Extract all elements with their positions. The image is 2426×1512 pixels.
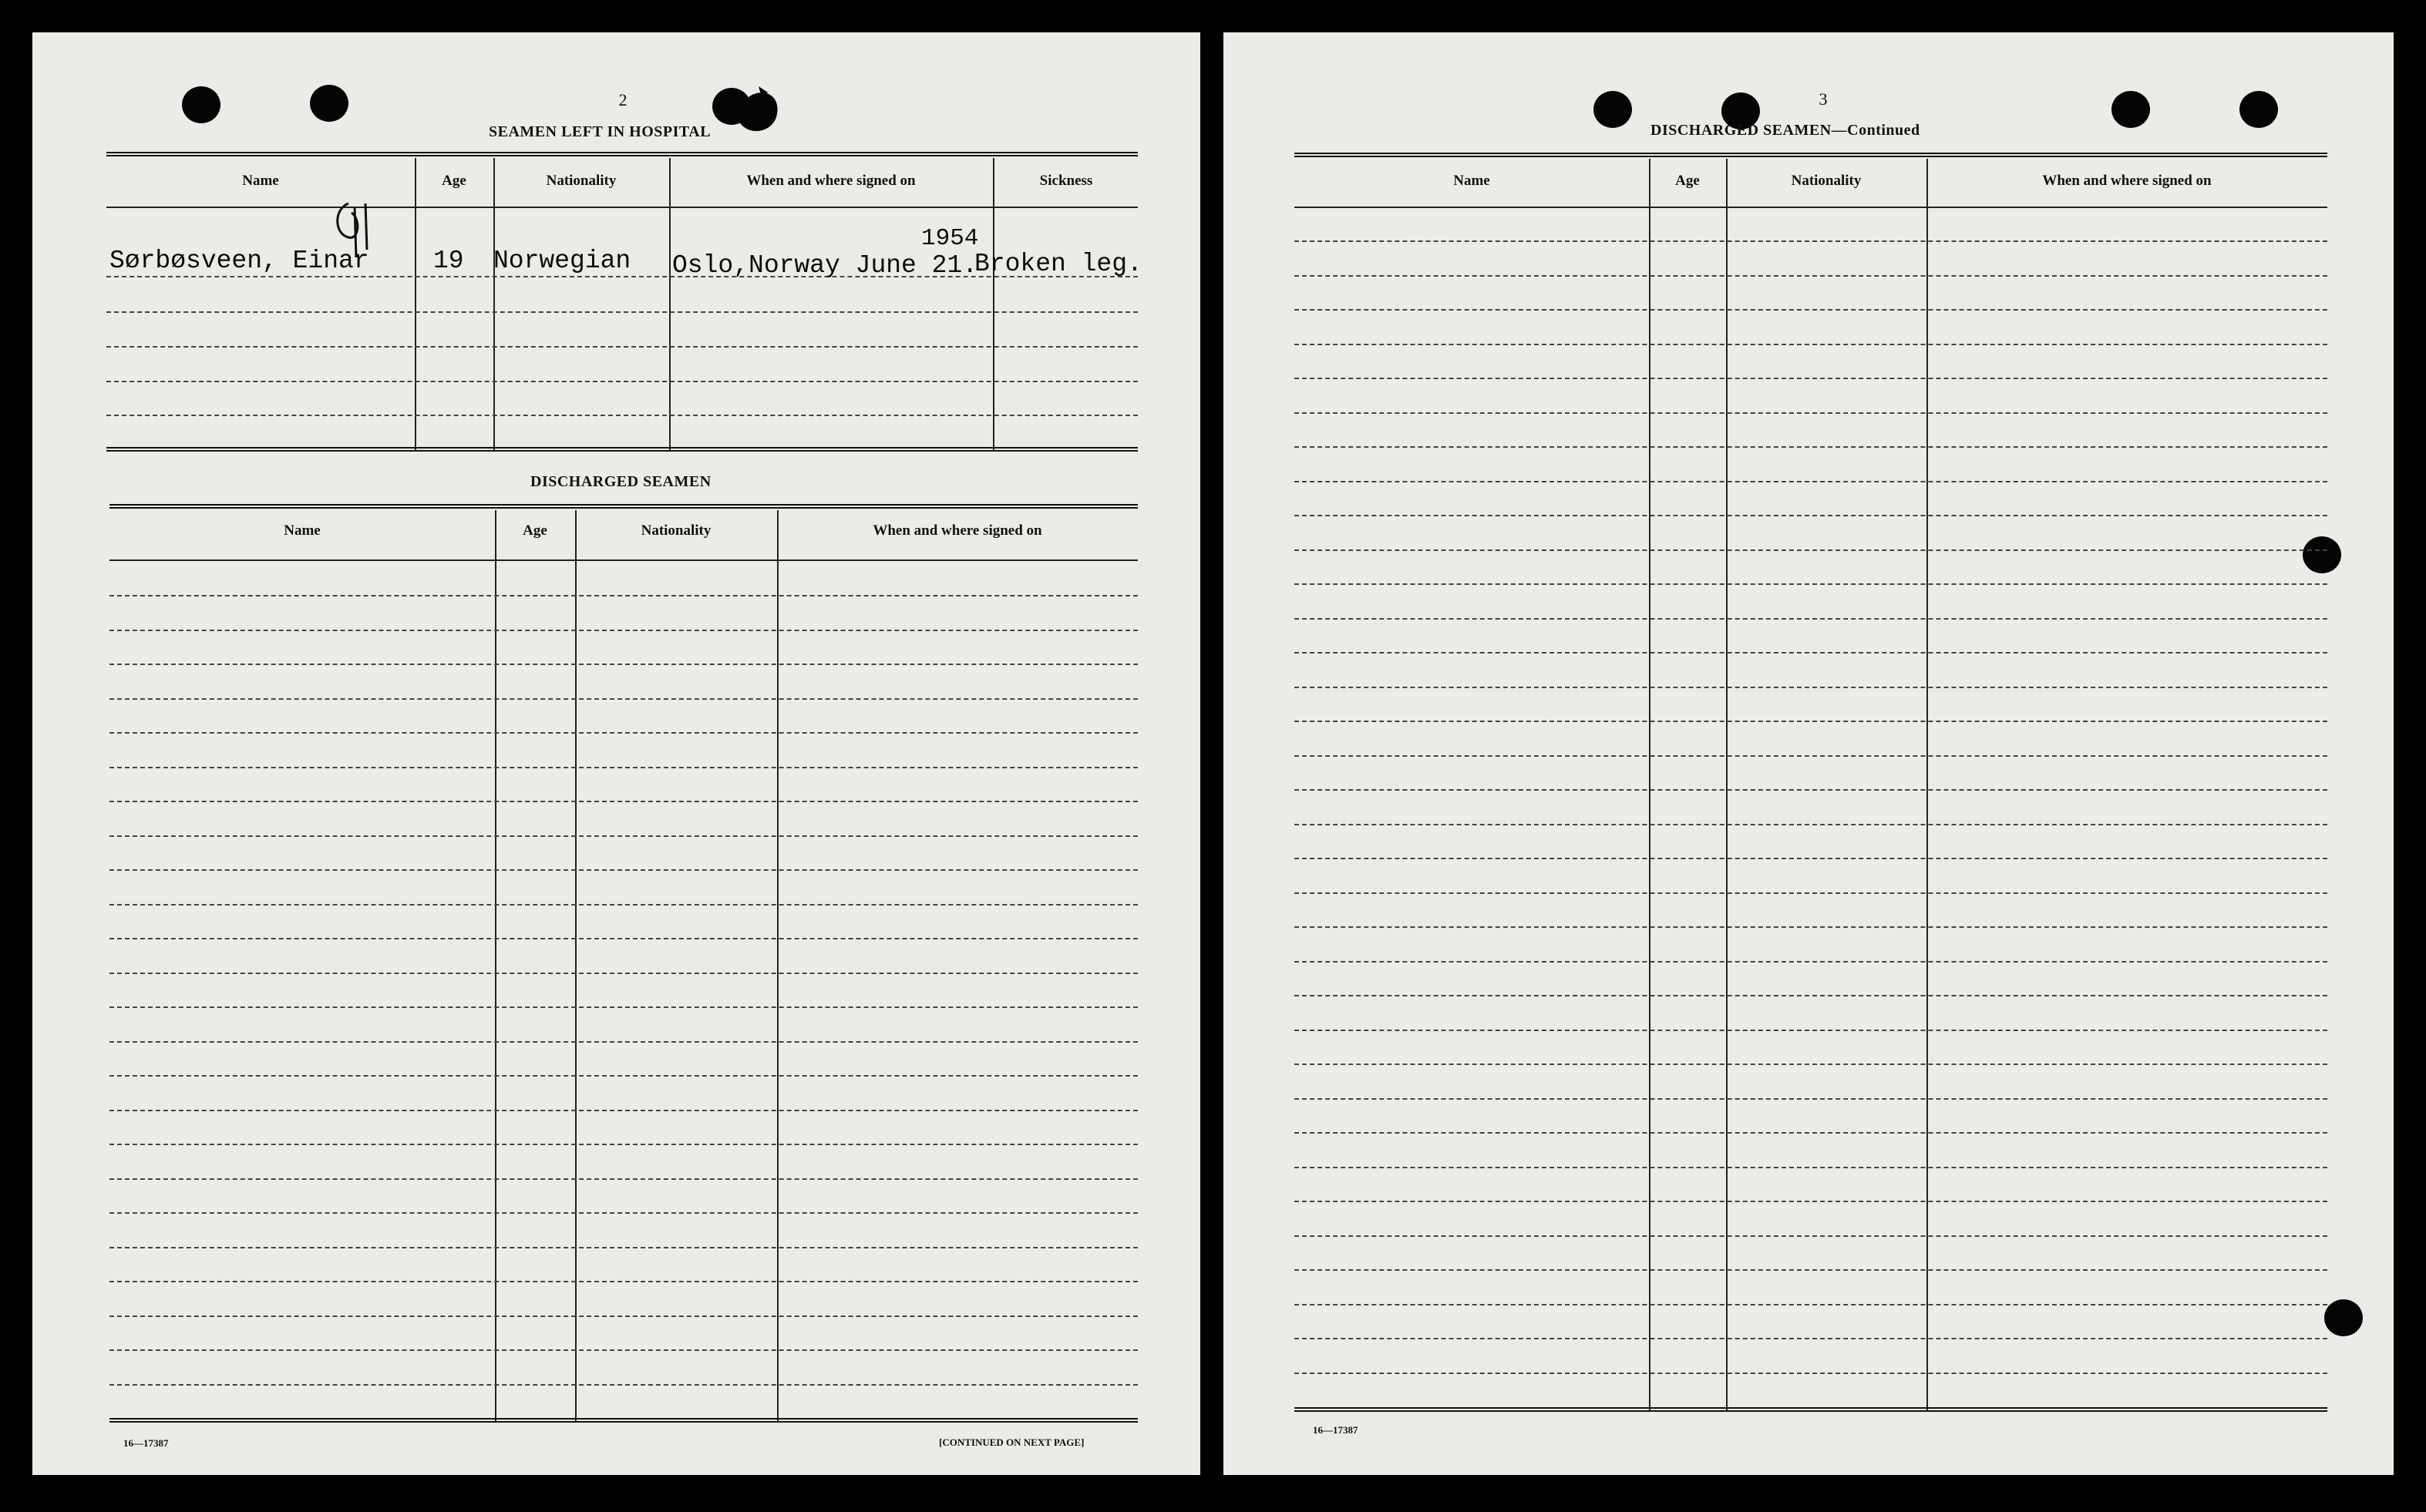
- row-line: [1294, 412, 2327, 414]
- row-line: [1294, 1132, 2327, 1134]
- header-rule: [106, 207, 1138, 208]
- punch-hole: [182, 86, 220, 123]
- row-line: [1294, 1063, 2327, 1065]
- row-line: [1294, 1167, 2327, 1168]
- row-line: [1294, 240, 2327, 242]
- column-divider: [669, 158, 671, 451]
- row-line: [109, 869, 1138, 871]
- row-line: [106, 381, 1138, 382]
- row-line: [109, 1006, 1138, 1008]
- handwritten-mark: [325, 196, 379, 265]
- section-title-discharged-continued: DISCHARGED SEAMEN—Continued: [1650, 122, 1920, 139]
- punch-hole: [1593, 91, 1632, 128]
- col-header-signed-on: When and where signed on: [2042, 173, 2212, 189]
- column-divider: [1649, 159, 1650, 1412]
- column-divider: [777, 510, 779, 1423]
- column-divider: [415, 158, 416, 451]
- row-line: [109, 1315, 1138, 1317]
- row-line: [109, 1110, 1138, 1111]
- row-line: [109, 1281, 1138, 1282]
- row-line: [109, 1247, 1138, 1248]
- row-line: [1294, 309, 2327, 311]
- row-line: [1294, 378, 2327, 379]
- column-divider: [493, 158, 495, 451]
- seaman-signed-on: Oslo,Norway June 21.: [672, 251, 978, 280]
- right-page: [1223, 32, 2394, 1475]
- seaman-sickness: Broken leg.: [974, 250, 1142, 278]
- row-line: [1294, 515, 2327, 516]
- row-line: [109, 938, 1138, 939]
- section-title-hospital: SEAMEN LEFT IN HOSPITAL: [489, 123, 712, 140]
- section-title-discharged: DISCHARGED SEAMEN: [530, 473, 712, 490]
- col-header-name: Name: [1453, 173, 1490, 189]
- row-line: [1294, 926, 2327, 928]
- column-divider: [1926, 159, 1928, 1412]
- column-divider: [495, 510, 496, 1423]
- row-line: [109, 630, 1138, 631]
- col-header-name: Name: [284, 522, 321, 539]
- row-line: [1294, 995, 2327, 996]
- row-line: [106, 346, 1138, 348]
- row-line: [1294, 1098, 2327, 1100]
- row-line: [1294, 344, 2327, 345]
- row-line: [109, 698, 1138, 700]
- punch-hole: [2324, 1299, 2363, 1336]
- row-line: [1294, 892, 2327, 894]
- col-header-nationality: Nationality: [641, 522, 712, 539]
- row-line: [1294, 824, 2327, 825]
- header-rule: [1294, 207, 2327, 208]
- row-line: [109, 1075, 1138, 1077]
- row-line: [109, 767, 1138, 768]
- row-line: [106, 415, 1138, 416]
- row-line: [109, 904, 1138, 906]
- row-line: [109, 732, 1138, 734]
- row-line: [1294, 721, 2327, 722]
- row-line: [1294, 583, 2327, 585]
- form-number: 16—17387: [123, 1437, 169, 1449]
- punch-hole: [310, 85, 348, 122]
- col-header-age: Age: [1675, 173, 1700, 189]
- table-bottom-rule: [106, 447, 1138, 452]
- table-top-rule: [109, 504, 1138, 509]
- row-line: [1294, 652, 2327, 654]
- row-line: [1294, 1201, 2327, 1202]
- continued-note: [CONTINUED ON NEXT PAGE]: [939, 1436, 1085, 1448]
- row-line: [1294, 481, 2327, 482]
- row-line: [109, 664, 1138, 665]
- row-line: [1294, 618, 2327, 620]
- table-bottom-rule: [109, 1418, 1138, 1423]
- seaman-name: Sørbøsveen, Einar: [109, 247, 369, 275]
- row-line: [1294, 1030, 2327, 1031]
- row-line: [106, 311, 1138, 313]
- row-line: [109, 835, 1138, 837]
- row-line: [109, 801, 1138, 802]
- row-line: [1294, 789, 2327, 791]
- column-divider: [575, 510, 577, 1423]
- row-line: [109, 973, 1138, 974]
- row-line: [109, 1212, 1138, 1214]
- row-line: [1294, 1269, 2327, 1271]
- col-header-age: Age: [442, 173, 466, 189]
- page-number: 3: [1819, 89, 1828, 109]
- row-line: [1294, 1304, 2327, 1305]
- header-rule: [109, 559, 1138, 561]
- column-divider: [993, 158, 994, 451]
- row-line: [1294, 275, 2327, 277]
- row-line: [1294, 755, 2327, 757]
- column-divider: [1726, 159, 1728, 1412]
- row-line: [109, 1349, 1138, 1351]
- col-header-name: Name: [242, 173, 279, 189]
- row-line: [1294, 961, 2327, 963]
- row-line: [1294, 1373, 2327, 1374]
- row-line: [1294, 1235, 2327, 1237]
- col-header-sickness: Sickness: [1039, 173, 1093, 189]
- left-page: [32, 32, 1200, 1475]
- punch-hole: [2303, 536, 2341, 573]
- row-line: [1294, 446, 2327, 448]
- row-line: [1294, 1338, 2327, 1339]
- col-header-nationality: Nationality: [546, 173, 617, 189]
- col-header-age: Age: [523, 522, 547, 539]
- row-line: [1294, 858, 2327, 859]
- col-header-signed-on: When and where signed on: [746, 173, 916, 189]
- col-header-nationality: Nationality: [1791, 173, 1862, 189]
- punch-hole-torn: [711, 80, 803, 157]
- page-number: 2: [618, 90, 628, 109]
- seaman-nationality: Norwegian: [493, 247, 631, 275]
- row-line: [109, 1144, 1138, 1145]
- year-annotation: 1954: [921, 225, 979, 252]
- row-line: [1294, 549, 2327, 551]
- table-top-rule: [1294, 153, 2327, 157]
- col-header-signed-on: When and where signed on: [873, 522, 1042, 539]
- seaman-age: 19: [433, 247, 464, 275]
- row-line: [109, 1178, 1138, 1180]
- table-bottom-rule: [1294, 1407, 2327, 1412]
- row-line: [109, 595, 1138, 596]
- punch-hole: [2111, 91, 2150, 128]
- row-line: [109, 1384, 1138, 1386]
- table-top-rule: [106, 152, 1138, 156]
- punch-hole: [2239, 91, 2278, 128]
- row-line: [1294, 687, 2327, 688]
- form-number: 16—17387: [1313, 1424, 1358, 1436]
- row-line: [109, 1041, 1138, 1043]
